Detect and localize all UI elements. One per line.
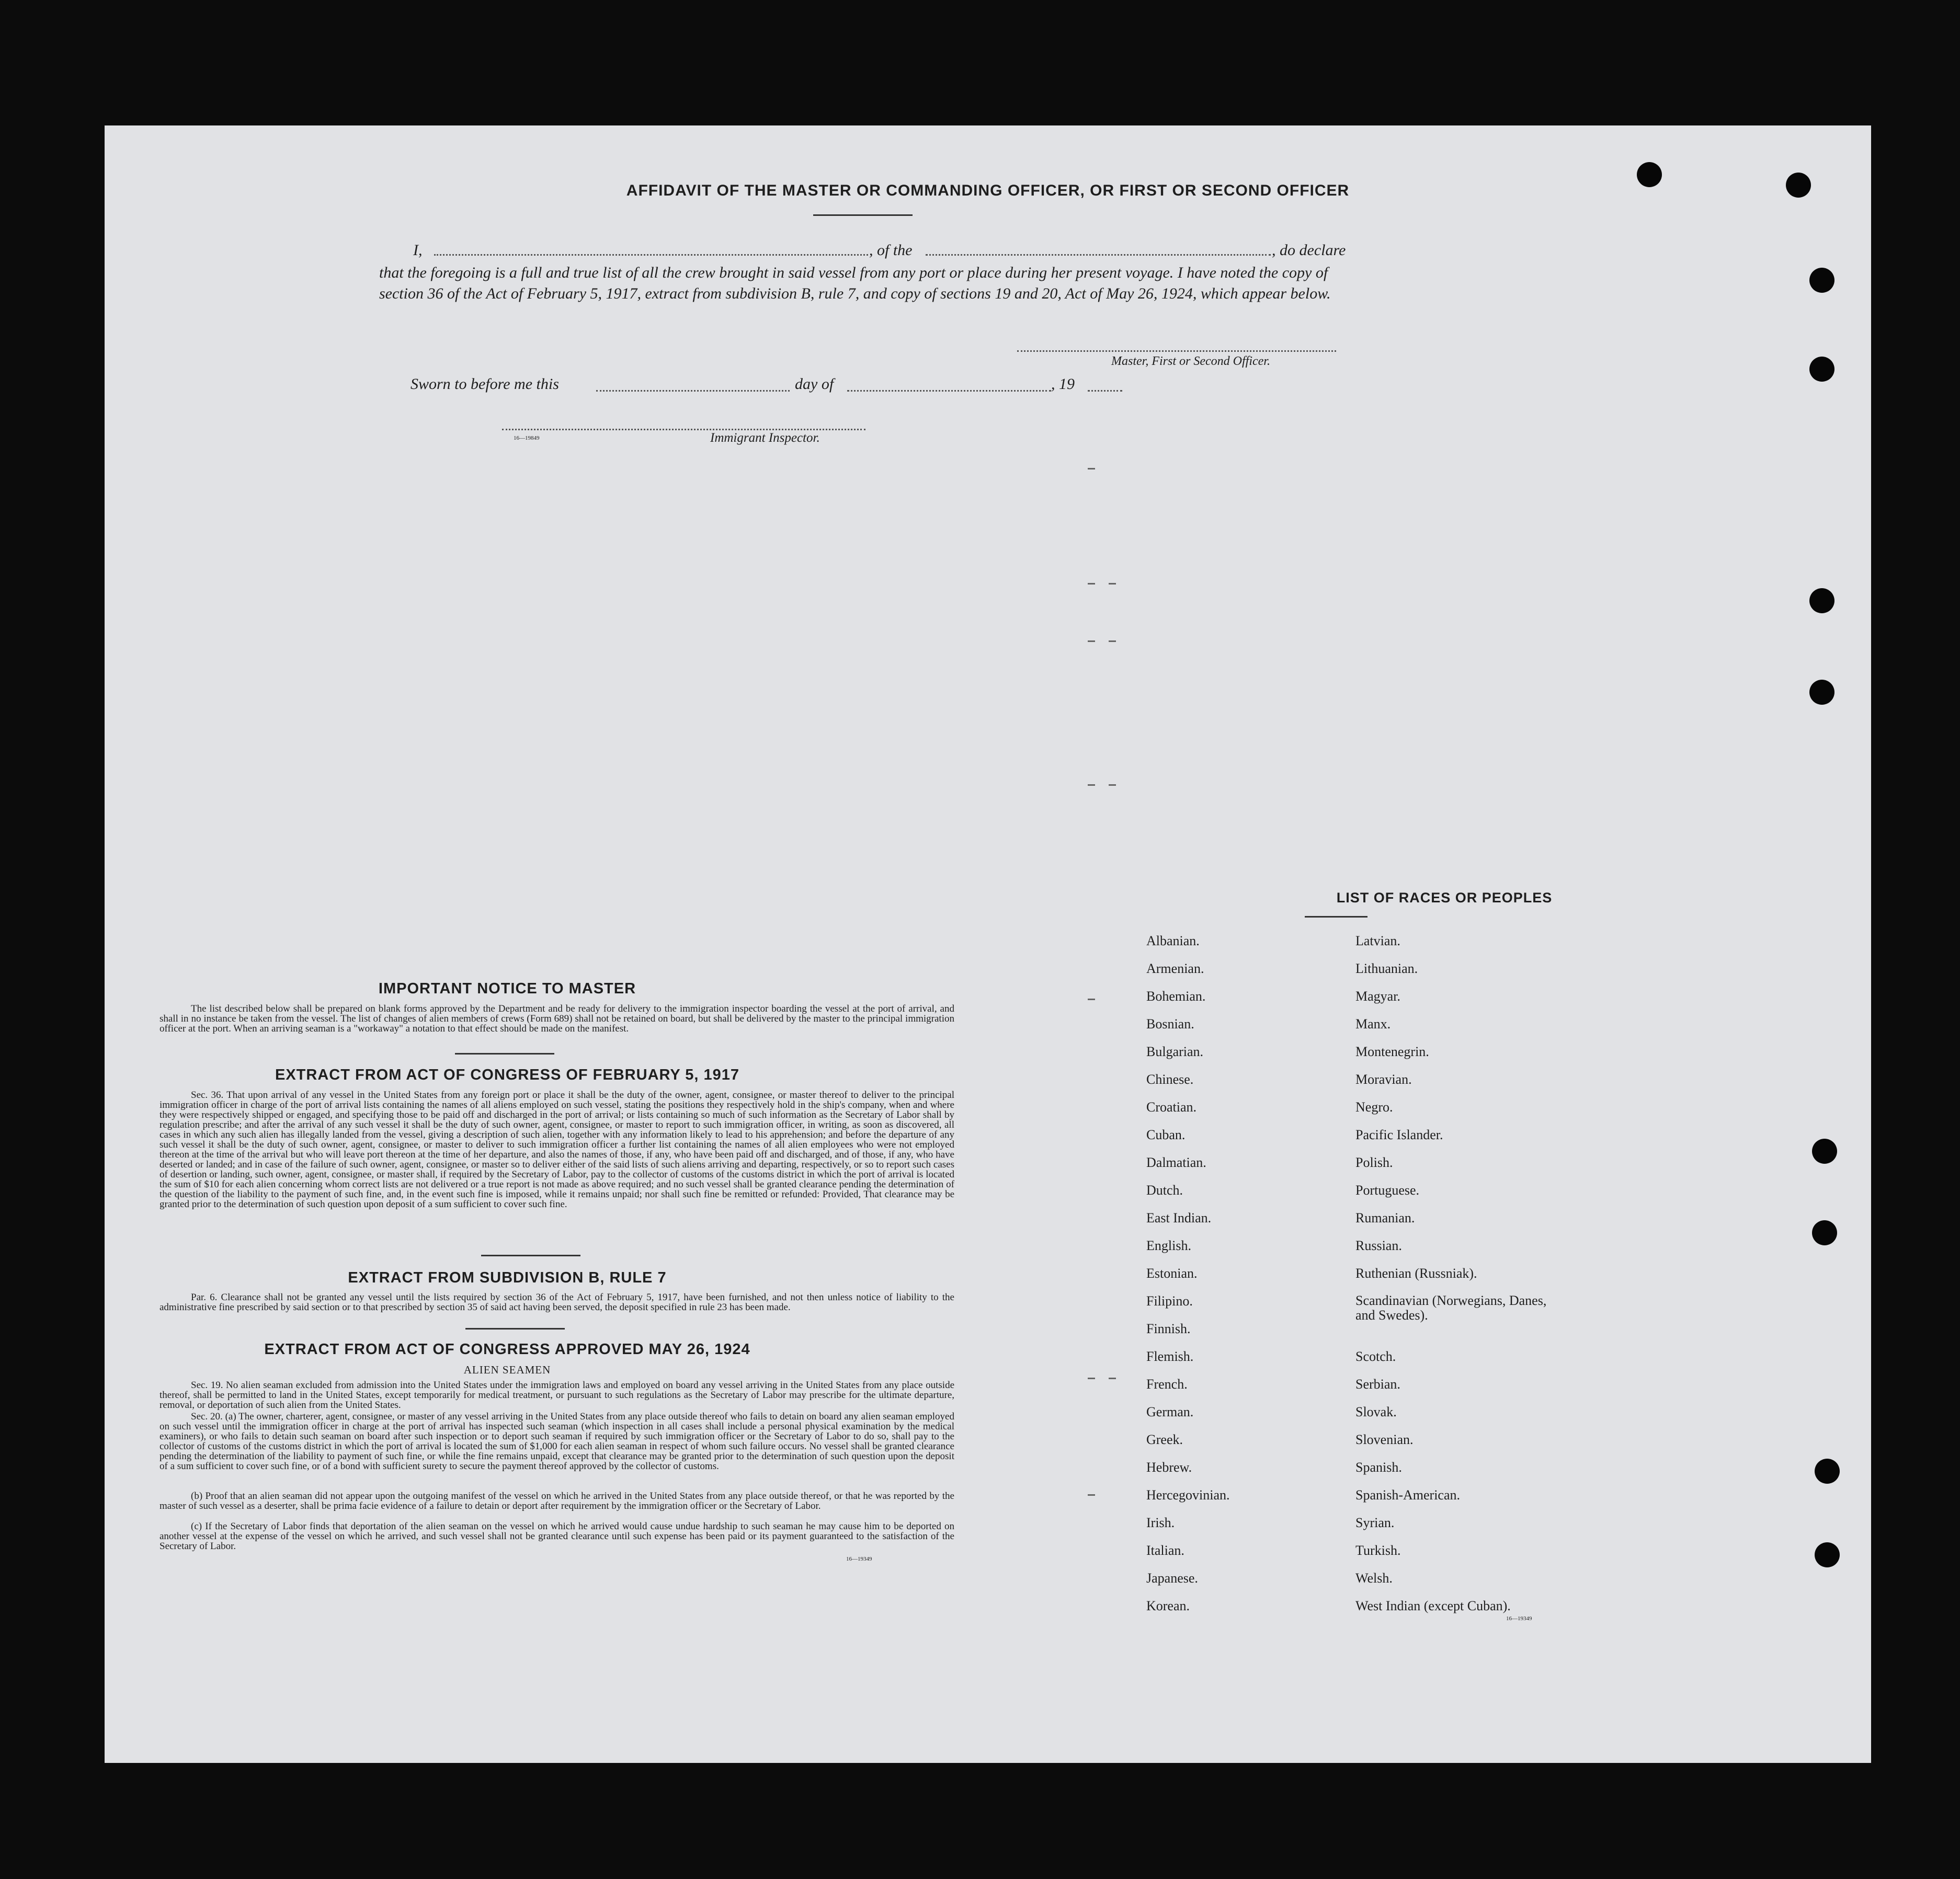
master-label: Master, First or Second Officer. <box>1111 354 1270 368</box>
races-form-number: 16—19349 <box>1506 1616 1532 1622</box>
race-item: German. <box>1146 1404 1194 1419</box>
fold-mark <box>1109 640 1116 642</box>
sec-19-text: Sec. 19. No alien seaman excluded from admission into the United States under the immigration laws and employed on board any vessel arriving in the United States from any place outside thereof, shall be permitted to land in the United States, except temporarily for medical treatment, or pursuant to such regulations as the Secretary of Labor may prescribe for the ultimate departure, removal, or deportation of such alien from the United States. <box>159 1380 954 1411</box>
affidavit-of-the: , of the <box>869 242 913 259</box>
race-item: Serbian. <box>1355 1377 1400 1392</box>
notice-title: IMPORTANT NOTICE TO MASTER <box>378 980 636 997</box>
race-item: Moravian. <box>1355 1072 1412 1087</box>
race-item: Japanese. <box>1146 1571 1198 1586</box>
punch-hole <box>1815 1459 1840 1484</box>
sec-20b-text: (b) Proof that an alien seaman did not appear upon the outgoing manifest of the vessel on which he arrived in the United States from any place outside thereof, or that he was reported by the master of such vessel as a deserter, shall be prima facie evidence of a failure to detain or deport after requirement by the immigration officer or the Secretary of Labor. <box>159 1491 954 1511</box>
affidavit-i: I, <box>413 242 423 259</box>
vessel-blank[interactable] <box>926 254 1271 256</box>
extract-form-number: 16—19349 <box>846 1556 872 1562</box>
race-item: West Indian (except Cuban). <box>1355 1598 1511 1613</box>
name-blank[interactable] <box>434 254 868 256</box>
race-item: Polish. <box>1355 1155 1393 1170</box>
punch-hole <box>1809 680 1834 705</box>
race-item: Scotch. <box>1355 1349 1396 1364</box>
race-item: Spanish-American. <box>1355 1487 1461 1503</box>
race-item: Slovenian. <box>1355 1432 1414 1447</box>
race-item: Latvian. <box>1355 933 1400 948</box>
master-signature-blank[interactable] <box>1017 350 1336 352</box>
form-sheet <box>105 125 1871 1763</box>
punch-hole <box>1637 162 1662 187</box>
race-item: Korean. <box>1146 1598 1190 1613</box>
fold-mark <box>1088 999 1095 1000</box>
notice-text: The list described below shall be prepared on blank forms approved by the Department and be ready for delivery to the immigration inspector boarding the vessel at the port of arrival, and shall in no instance be taken from the vessel. The list of changes of alien members of crews (Form 689) shall not be retained on board, but shall be delivered by the master to the principal immigration officer at the port. When an arriving seaman is a "workaway" a notation to that effect should be made on the manifest. <box>159 1003 954 1034</box>
fold-mark <box>1109 784 1116 786</box>
punch-hole <box>1809 588 1834 613</box>
race-item: Finnish. <box>1146 1321 1191 1336</box>
affidavit-form-number: 16—19849 <box>514 435 540 441</box>
sec-20a-text: Sec. 20. (a) The owner, charterer, agent, consignee, or master of any vessel arriving in the United States from any place outside thereof who fails to detain on board any alien seaman employed on such vessel until the immigration officer in charge at the port of arrival has inspected such seaman (which inspection in all cases shall include a personal physical examination by the medical examiners), or who fails to detain such seaman on board after such inspection or to deport such seaman if required by such immigration officer or the Secretary of Labor to do so, shall pay to the collector of customs of the customs district in which the port of arrival is located the sum of $1,000 for each alien seaman in respect of whom such failure occurs. No vessel shall be granted clearance pending the determination of the liability to payment of such fine, or while the fine remains unpaid, except that clearance may be granted prior to the determination of such question upon the deposit of a sum sufficient to cover such fine, or of a bond with sufficient surety to secure the payment thereof approved by the collector of customs. <box>159 1411 954 1472</box>
affidavit-declare: , do declare <box>1272 242 1346 259</box>
race-item: Hebrew. <box>1146 1460 1192 1475</box>
race-item: Negro. <box>1355 1099 1393 1115</box>
race-item: Bulgarian. <box>1146 1044 1204 1059</box>
affidavit-paragraph: that the foregoing is a full and true list of all the crew brought in said vessel from any port or place during her present voyage. I have noted the copy of section 36 of the Act of February 5, 1917, extract from subdivision B, rule 7, and copy of sections 19 and 20, Act of May 26, 1924, which appear below. <box>379 264 1331 302</box>
extract-rule7-title: EXTRACT FROM SUBDIVISION B, RULE 7 <box>348 1269 667 1286</box>
race-item: Italian. <box>1146 1543 1184 1558</box>
race-item: East Indian. <box>1146 1210 1212 1225</box>
race-item: Russian. <box>1355 1238 1402 1253</box>
race-item: Filipino. <box>1146 1293 1193 1309</box>
sworn-year: , 19 <box>1051 375 1075 393</box>
race-item: Estonian. <box>1146 1266 1198 1281</box>
sworn-month-blank[interactable] <box>847 390 1051 392</box>
race-item: Magyar. <box>1355 989 1400 1004</box>
fold-mark <box>1088 640 1095 642</box>
race-item: Croatian. <box>1146 1099 1197 1115</box>
punch-hole <box>1809 268 1834 293</box>
punch-hole <box>1786 173 1811 198</box>
race-item: French. <box>1146 1377 1188 1392</box>
sworn-year-blank[interactable] <box>1088 390 1122 392</box>
fold-mark <box>1088 468 1095 469</box>
race-item: Rumanian. <box>1355 1210 1415 1225</box>
title-divider <box>813 214 913 216</box>
extract-rule7-text: Par. 6. Clearance shall not be granted any vessel until the lists required by section 36 of the Act of February 5, 1917, have been furnished, and not then unless notice of liability to the administrative fine prescribed by said section or to that prescribed by section 35 of said act having been served, the deposit specified in rule 23 has been made. <box>159 1292 954 1313</box>
race-item: Montenegrin. <box>1355 1044 1429 1059</box>
sec-20c-text: (c) If the Secretary of Labor finds that deportation of the alien seaman on the vessel on which he arrived would cause undue hardship to such seaman he may cause him to be deported on another vessel at the expense of the vessel on which he arrived, and such vessel shall not be granted clearance until such expense has been paid or its payment guaranteed to the satisfaction of the Secretary of Labor. <box>159 1521 954 1552</box>
race-item: Dutch. <box>1146 1183 1183 1198</box>
divider-1 <box>455 1053 554 1055</box>
race-item: Chinese. <box>1146 1072 1194 1087</box>
race-item: English. <box>1146 1238 1191 1253</box>
race-item: Lithuanian. <box>1355 961 1418 976</box>
race-item: Portuguese. <box>1355 1183 1420 1198</box>
punch-hole <box>1809 357 1834 382</box>
sworn-prefix: Sworn to before me this <box>411 375 559 393</box>
race-item: Hercegovinian. <box>1146 1487 1230 1503</box>
alien-seamen-subtitle: ALIEN SEAMEN <box>463 1364 551 1376</box>
fold-mark <box>1088 1378 1095 1379</box>
punch-hole <box>1812 1220 1837 1245</box>
race-item: Albanian. <box>1146 933 1200 948</box>
race-item: Slovak. <box>1355 1404 1397 1419</box>
punch-hole <box>1812 1139 1837 1164</box>
sworn-day-of: day of <box>795 375 834 393</box>
race-item: Greek. <box>1146 1432 1183 1447</box>
race-item: Turkish. <box>1355 1543 1401 1558</box>
affidavit-title: AFFIDAVIT OF THE MASTER OR COMMANDING OFFICER, OR FIRST OR SECOND OFFICER <box>626 182 1350 199</box>
race-item: Pacific Islander. <box>1355 1127 1443 1142</box>
races-divider <box>1305 916 1368 918</box>
race-item: Manx. <box>1355 1016 1391 1032</box>
punch-hole <box>1815 1542 1840 1567</box>
inspector-signature-blank[interactable] <box>502 429 865 430</box>
race-item: Irish. <box>1146 1515 1175 1530</box>
races-title: LIST OF RACES OR PEOPLES <box>1336 890 1553 906</box>
divider-3 <box>465 1328 565 1330</box>
race-item: Welsh. <box>1355 1571 1393 1586</box>
race-item: Bosnian. <box>1146 1016 1194 1032</box>
extract-1917-title: EXTRACT FROM ACT OF CONGRESS OF FEBRUARY 5, 1917 <box>275 1067 740 1083</box>
race-item: Armenian. <box>1146 961 1204 976</box>
fold-mark <box>1088 583 1095 585</box>
extract-1917-text: Sec. 36. That upon arrival of any vessel in the United States from any foreign port or place it shall be the duty of the owner, agent, consignee, or master thereof to deliver to the principal immigration officer in charge of the port of arrival lists containing the names of all aliens employed on such vessel, stating the positions they respectively hold in the ship's company, when and where they were respectively shipped or engaged, and specifying those to be paid off and discharged in the port of arrival; or lists containing so much of such information as the Secretary of Labor shall by regulation prescribe; and after the arrival of any such vessel it shall be the duty of such owner, agent, consignee, or master to report to such immigration officer, in writing, as soon as discovered, all cases in which any such alien has illegally landed from the vessel, giving a description of such alien, together with any information likely to lead to his apprehension; and before the departure of any such vessel it shall be the duty of such owner, agent, consignee, or master to deliver to such immigration officer a further list containing the names of all alien employees who were not employed thereon at the time of the arrival but who will leave port thereon at the time of her departure, and also the names of those, if any, who have been paid off and discharged, and of those, if any, who have deserted or landed; and in case of the failure of such owner, agent, consignee, or master so to deliver either of the said lists of such aliens arriving and departing, respectively, or so to report such cases of desertion or landing, such owner, agent, consignee, or master shall, if required by the Secretary of Labor, pay to the collector of customs of the customs district in which the port of arrival is located the sum of $10 for each alien concerning whom correct lists are not delivered or a true report is not made as above required; and no such vessel shall be granted clearance pending the determination of the question of the liability to the payment of such fine, and, in the event such fine is imposed, while it remains unpaid; nor shall such fine be remitted or refunded: Provided, That clearance may be granted prior to the determination of such question upon deposit of a sum sufficient to cover such fine. <box>159 1090 954 1210</box>
fold-mark <box>1088 784 1095 786</box>
race-item: Dalmatian. <box>1146 1155 1206 1170</box>
sworn-day-blank[interactable] <box>596 390 790 392</box>
extract-1924-title: EXTRACT FROM ACT OF CONGRESS APPROVED MAY 26, 1924 <box>264 1341 750 1358</box>
fold-mark <box>1109 583 1116 585</box>
race-item: Spanish. <box>1355 1460 1402 1475</box>
inspector-label: Immigrant Inspector. <box>710 431 820 445</box>
race-item: Cuban. <box>1146 1127 1186 1142</box>
race-item: Syrian. <box>1355 1515 1395 1530</box>
race-item: Scandinavian (Norwegians, Danes, and Swedes). <box>1355 1293 1547 1323</box>
race-item: Bohemian. <box>1146 989 1206 1004</box>
divider-2 <box>481 1255 580 1256</box>
fold-mark <box>1088 1494 1095 1496</box>
race-item: Flemish. <box>1146 1349 1194 1364</box>
fold-mark <box>1109 1378 1116 1379</box>
race-item: Ruthenian (Russniak). <box>1355 1266 1477 1281</box>
